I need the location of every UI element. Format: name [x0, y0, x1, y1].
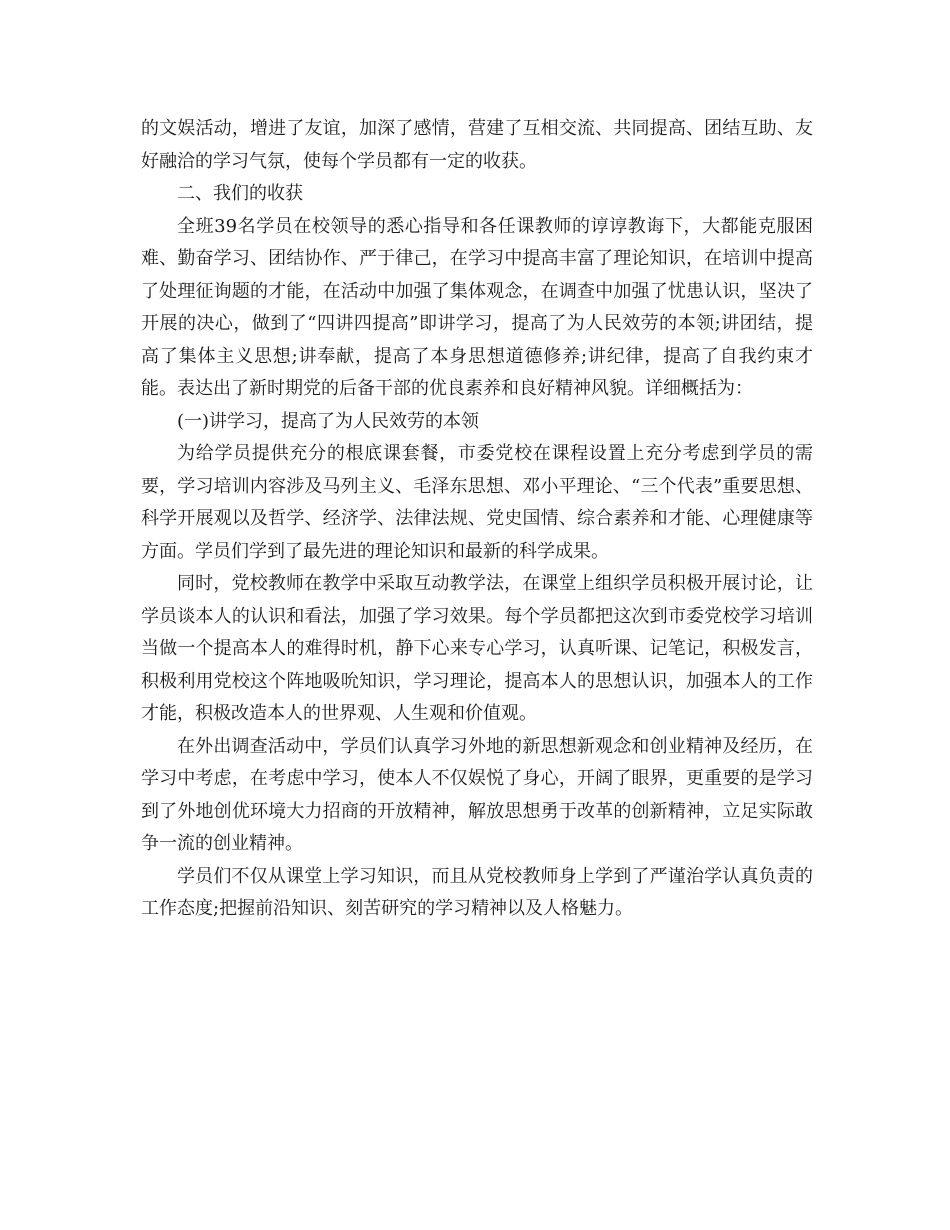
document-body: [141, 113, 813, 926]
paragraph-overview: 全班39名学员在校领导的悉心指导和各任课教师的谆谆教诲下，大都能克服困难、勤奋学习、团结协作、严于律己，在学习中提高丰富了理论知识，在培训中提高了处理征询题的才能，在活动中加强了集体观念，在调查中加强了忧患认识，坚决了开展的决心，做到了“四讲四提高”即讲学习，提高了为人民效劳的本领;讲团结，提高了集体主义思想;讲奉献，提高了本身思想道德修养;讲纪律，提高了自我约束才能。表达出了新时期党的后备干部的优良素养和良好精神风貌。详细概括为：: [141, 215, 813, 399]
section-heading-our-gains: 二、我们的收获: [177, 183, 303, 204]
paragraph-continuation: 的文娱活动，增进了友谊，加深了感情，营建了互相交流、共同提高、团结互助、友好融洽的学习气氛，使每个学员都有一定的收获。: [141, 118, 813, 172]
paragraph-interactive-teaching: 同时，党校教师在教学中采取互动教学法，在课堂上组织学员积极开展讨论，让学员谈本人的认识和看法，加强了学习效果。每个学员都把这次到市委党校学习培训当做一个提高本人的难得时机，静下心来专心学习，认真听课、记笔记，积极发言，积极利用党校这个阵地吸吮知识，学习理论，提高本人的思想认识，加强本人的工作才能，积极改造本人的世界观、人生观和价值观。: [141, 573, 813, 724]
subsection-heading-study: (一)讲学习，提高了为人民效劳的本领: [177, 410, 480, 432]
paragraph-field-research: 在外出调查活动中，学员们认真学习外地的新思想新观念和创业精神及经历，在学习中考虑，在考虑中学习，使本人不仅娱悦了身心，开阔了眼界，更重要的是学习到了外地创优环境大力招商的开放精神，解放思想勇于改革的创新精神，立足实际敢争一流的创业精神。: [141, 735, 813, 854]
paragraph-teacher-example: 学员们不仅从课堂上学习知识，而且从党校教师身上学到了严谨治学认真负责的工作态度;把握前沿知识、刻苦研究的学习精神以及人格魅力。: [141, 865, 813, 919]
paragraph-curriculum: 为给学员提供充分的根底课套餐，市委党校在课程设置上充分考虑到学员的需要，学习培训内容涉及马列主义、毛泽东思想、邓小平理论、“三个代表”重要思想、科学开展观以及哲学、经济学、法律法规、党史国情、综合素养和才能、心理健康等方面。学员们学到了最先进的理论知识和最新的科学成果。: [141, 443, 813, 562]
